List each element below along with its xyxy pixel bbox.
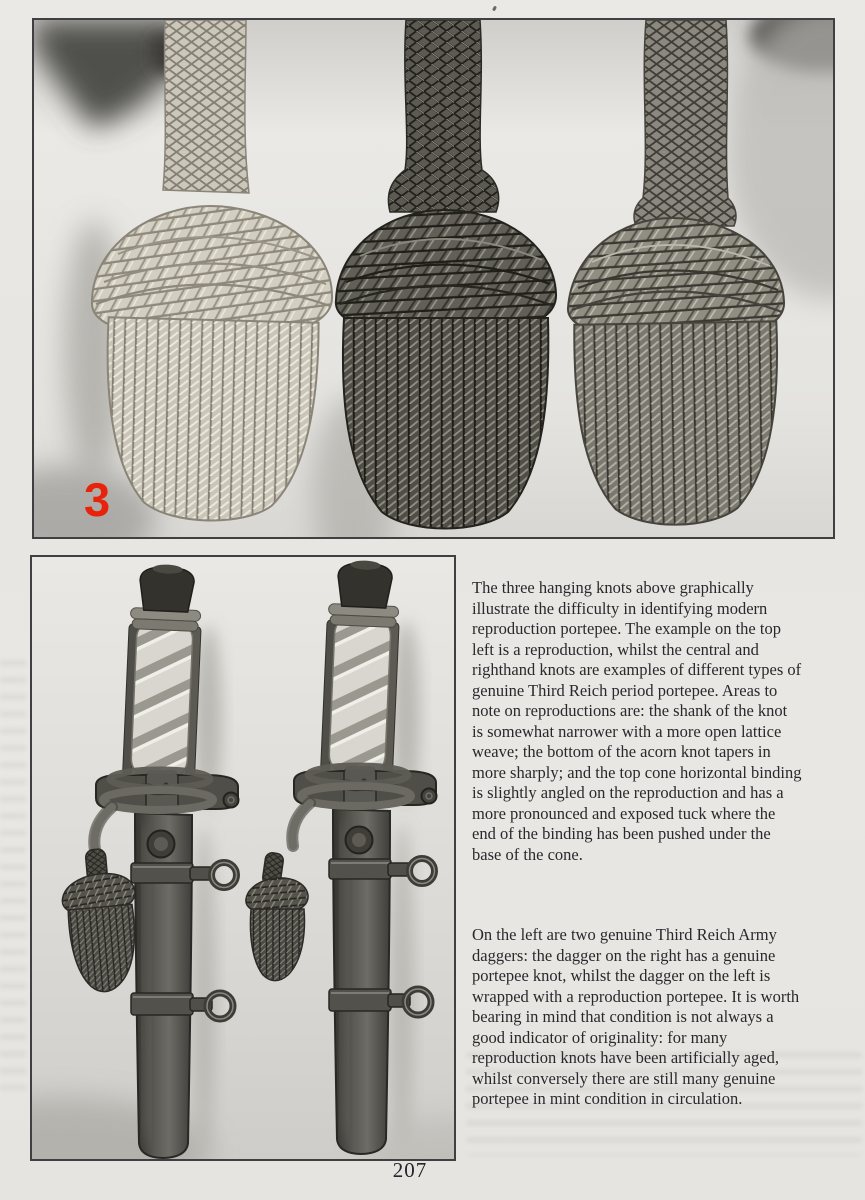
caption-line: daggers: the dagger on the right has a genuine [472,945,776,965]
knot-body [343,318,548,529]
figure-knots-photo [32,18,835,539]
caption-line: reproduction knots have been artificially aged, [472,1048,779,1067]
caption-line: portepee knot, whilst the dagger on the left is [472,966,771,985]
caption-line: is slightly angled on the reproduction and has a [472,783,784,802]
caption-line: illustrate the difficulty in identifying modern [472,598,768,618]
caption-paragraph-daggers [472,925,864,1110]
caption-line: The three hanging knots above graphically [472,578,754,597]
figure-daggers-photo [30,555,456,1161]
caption-line: note on reproductions are: the shank of the knot [472,701,788,720]
caption-line: On the left are two genuine Third Reich Army [472,925,777,944]
caption-line: righthand knots are examples of different types of [472,660,802,679]
caption-line: reproduction portepee. The example on the top [472,619,781,638]
caption-line: weave; the bottom of the acorn knot tapers in [472,742,771,761]
caption-line: end of the binding has been pushed under the [472,824,771,843]
caption-line: left is a reproduction, whilst the central and [472,639,759,659]
daggers-photo-image [32,557,454,1159]
caption-text-column [472,578,864,1110]
caption-line: genuine Third Reich period portepee. Areas to [472,680,778,700]
caption-line: wrapped with a reproduction portepee. It is worth [472,986,800,1006]
caption-line: more pronounced and exposed tuck where the [472,803,776,823]
caption-line: is somewhat narrower with a more open lattice [472,721,782,741]
scan-speck [492,6,497,12]
knots-photo-image [34,20,833,537]
page-number: 207 [392,1158,428,1182]
caption-paragraph-knots [472,578,864,865]
caption-line: more sharply; and the top cone horizontal binding [472,762,802,782]
knot-shank [163,20,249,193]
page-bleedthrough-artifact [0,660,26,1090]
caption-line: bearing in mind that condition is not always a [472,1007,774,1026]
knot-shank [634,20,736,226]
caption-line: good indicator of originality: for many [472,1027,728,1047]
caption-line: portepee in mint condition in circulation. [472,1089,743,1108]
caption-line: base of the cone. [472,844,583,864]
figure-number-label: 3 [84,473,111,526]
caption-line: whilst conversely there are still many genuine [472,1068,776,1088]
